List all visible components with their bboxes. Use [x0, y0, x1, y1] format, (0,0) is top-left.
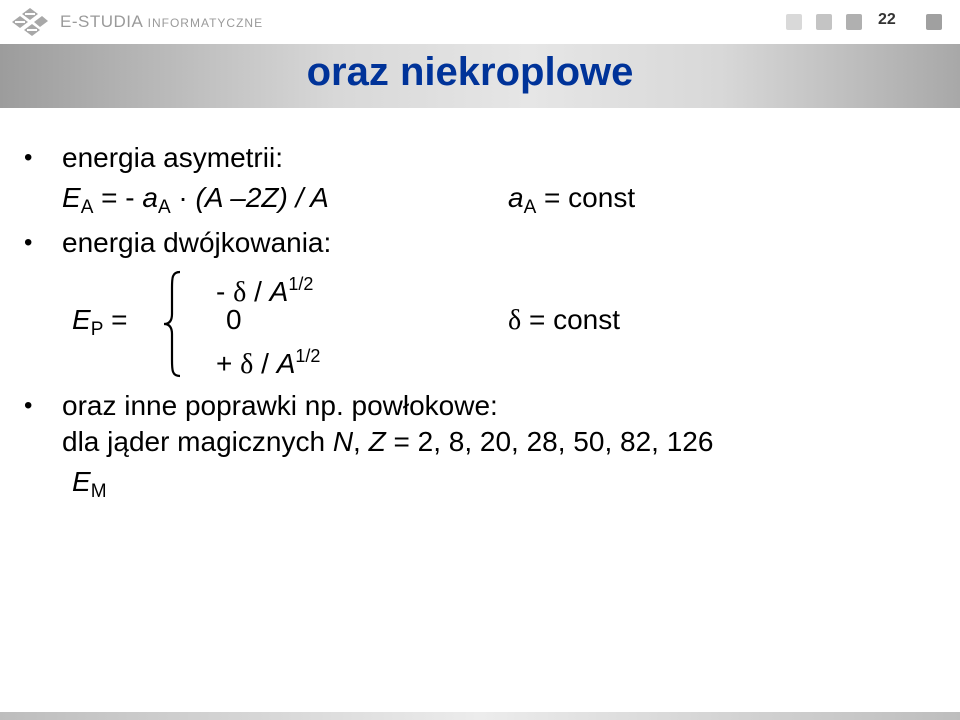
bullet-1-label: energia asymetrii: — [62, 142, 283, 173]
shell-E-sub: M — [90, 481, 107, 502]
asymmetry-constant — [508, 182, 635, 224]
page-number: 22 — [878, 11, 896, 28]
pairing-lhs — [72, 304, 128, 346]
bullet-1-marker: • — [24, 144, 33, 171]
magic-comma: , — [353, 426, 369, 457]
formula-a: a — [142, 182, 158, 213]
bullet-2-label: energia dwójkowania: — [62, 227, 332, 258]
asymmetry-formula — [62, 182, 329, 224]
magic-pre: dla jąder magicznych — [62, 426, 333, 457]
bottom-bar — [0, 712, 960, 720]
row1-delta: δ — [233, 277, 247, 308]
pairing-constant — [508, 304, 620, 337]
pairing-row-1 — [216, 268, 313, 309]
bullet-3-label: oraz inne poprawki np. powłokowe: — [62, 390, 498, 421]
row1-sign: - — [216, 276, 234, 307]
formula-dot: · — [170, 182, 196, 213]
row3-exponent: 1/2 — [295, 346, 321, 366]
brand-name-main: E-STUDIA — [60, 12, 143, 31]
bullet-2-marker: • — [24, 229, 33, 256]
brand-name-sub: INFORMATYCZNE — [147, 16, 264, 30]
row1-A: A — [269, 276, 289, 307]
row1-slash: / — [246, 276, 270, 307]
shell-E: E — [72, 466, 91, 497]
formula-eq: = - — [93, 182, 143, 213]
row3-A: A — [276, 348, 296, 379]
pairing-const-text: = const — [521, 304, 621, 335]
lhs-E-sub: P — [90, 319, 104, 340]
shell-energy-symbol — [72, 466, 107, 508]
const-text: = const — [536, 182, 636, 213]
formula-expr: (A –2Z) / A — [195, 182, 329, 213]
slide-title: oraz niekroplowe — [306, 50, 634, 94]
formula-E-sub: A — [80, 197, 94, 218]
magic-numbers-line — [62, 426, 713, 458]
formula-a-sub: A — [157, 197, 171, 218]
row3-delta: δ — [240, 349, 254, 380]
pairing-row-3 — [216, 340, 320, 381]
magic-Z: Z — [368, 426, 386, 457]
row1-exponent: 1/2 — [288, 274, 314, 294]
const-delta: δ — [508, 305, 522, 336]
magic-values: = 2, 8, 20, 28, 50, 82, 126 — [385, 426, 714, 457]
curly-brace-icon — [158, 268, 188, 380]
bullet-3-marker: • — [24, 392, 33, 419]
row3-sign: + — [216, 348, 241, 379]
pairing-row-2: 0 — [226, 304, 242, 335]
lhs-E: E — [72, 304, 91, 335]
const-a: a — [508, 182, 524, 213]
lhs-eq: = — [103, 304, 128, 335]
magic-N: N — [332, 426, 354, 457]
row3-slash: / — [253, 348, 277, 379]
const-a-sub: A — [523, 197, 537, 218]
formula-E: E — [62, 182, 81, 213]
